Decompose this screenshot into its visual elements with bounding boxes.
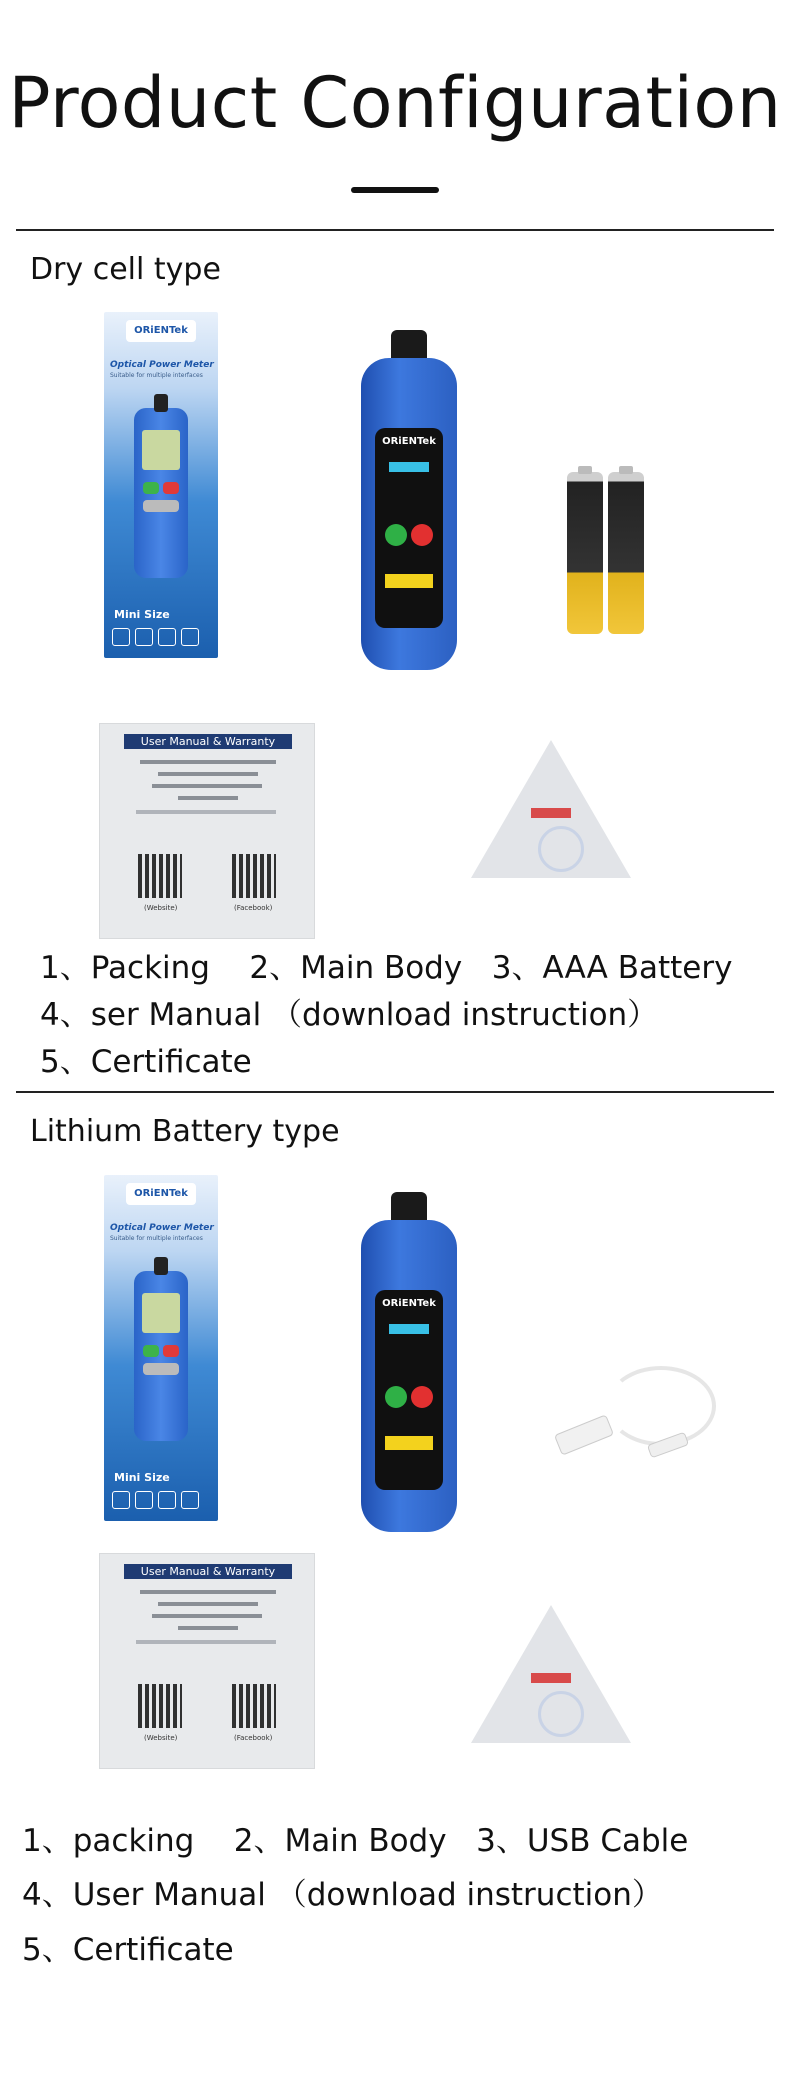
website-qr-label: (Website) bbox=[144, 1734, 178, 1742]
facebook-qr-code bbox=[232, 854, 276, 898]
manual-heading: User Manual & Warranty bbox=[124, 1564, 292, 1579]
box-product-title: Optical Power Meter bbox=[110, 1223, 214, 1233]
box-product-subtitle: Suitable for multiple interfaces bbox=[110, 372, 203, 379]
main-body-image bbox=[361, 1192, 457, 1532]
main-body-image bbox=[361, 330, 457, 670]
section-title-lithium: Lithium Battery type bbox=[30, 1114, 340, 1149]
website-qr-code bbox=[138, 854, 182, 898]
box-size-label: Mini Size bbox=[114, 1471, 170, 1484]
user-manual-card-image bbox=[99, 723, 315, 939]
certificate-seal bbox=[538, 1691, 584, 1737]
list-item: 4、ser Manual （download instruction） bbox=[40, 997, 659, 1033]
box-feature-icons bbox=[112, 628, 212, 646]
box-device-illustration bbox=[134, 408, 188, 578]
box-brand-logo: ORiENTek bbox=[126, 1183, 196, 1205]
box-feature-icons bbox=[112, 1491, 212, 1509]
usb-cable-image bbox=[556, 1366, 716, 1466]
aaa-battery-image bbox=[567, 472, 603, 634]
section-divider bbox=[16, 229, 774, 231]
certificate-red-label bbox=[531, 808, 571, 818]
section-title-dry-cell: Dry cell type bbox=[30, 252, 221, 287]
section-divider bbox=[16, 1091, 774, 1093]
website-qr-code bbox=[138, 1684, 182, 1728]
facebook-qr-code bbox=[232, 1684, 276, 1728]
device-brand-logo: ORiENTek bbox=[382, 1298, 436, 1309]
box-device-illustration bbox=[134, 1271, 188, 1441]
website-qr-label: (Website) bbox=[144, 904, 178, 912]
certificate-seal bbox=[538, 826, 584, 872]
certificate-red-label bbox=[531, 1673, 571, 1683]
list-item: 5、Certificate bbox=[40, 1044, 252, 1080]
title-underline bbox=[351, 187, 439, 193]
aaa-battery-image bbox=[608, 472, 644, 634]
manual-heading: User Manual & Warranty bbox=[124, 734, 292, 749]
list-item: 5、Certificate bbox=[22, 1932, 234, 1968]
packing-box-image bbox=[104, 312, 218, 658]
list-item: 1、Packing 2、Main Body 3、AAA Battery bbox=[40, 950, 733, 986]
facebook-qr-label: (Facebook) bbox=[234, 1734, 273, 1742]
device-brand-logo: ORiENTek bbox=[382, 436, 436, 447]
packing-box-image bbox=[104, 1175, 218, 1521]
list-item: 1、packing 2、Main Body 3、USB Cable bbox=[22, 1823, 689, 1859]
box-product-subtitle: Suitable for multiple interfaces bbox=[110, 1235, 203, 1242]
page-title: Product Configuration bbox=[8, 62, 782, 144]
list-item: 4、User Manual （download instruction） bbox=[22, 1877, 663, 1913]
box-brand-logo: ORiENTek bbox=[126, 320, 196, 342]
user-manual-card-image bbox=[99, 1553, 315, 1769]
facebook-qr-label: (Facebook) bbox=[234, 904, 273, 912]
box-size-label: Mini Size bbox=[114, 608, 170, 621]
box-product-title: Optical Power Meter bbox=[110, 360, 214, 370]
